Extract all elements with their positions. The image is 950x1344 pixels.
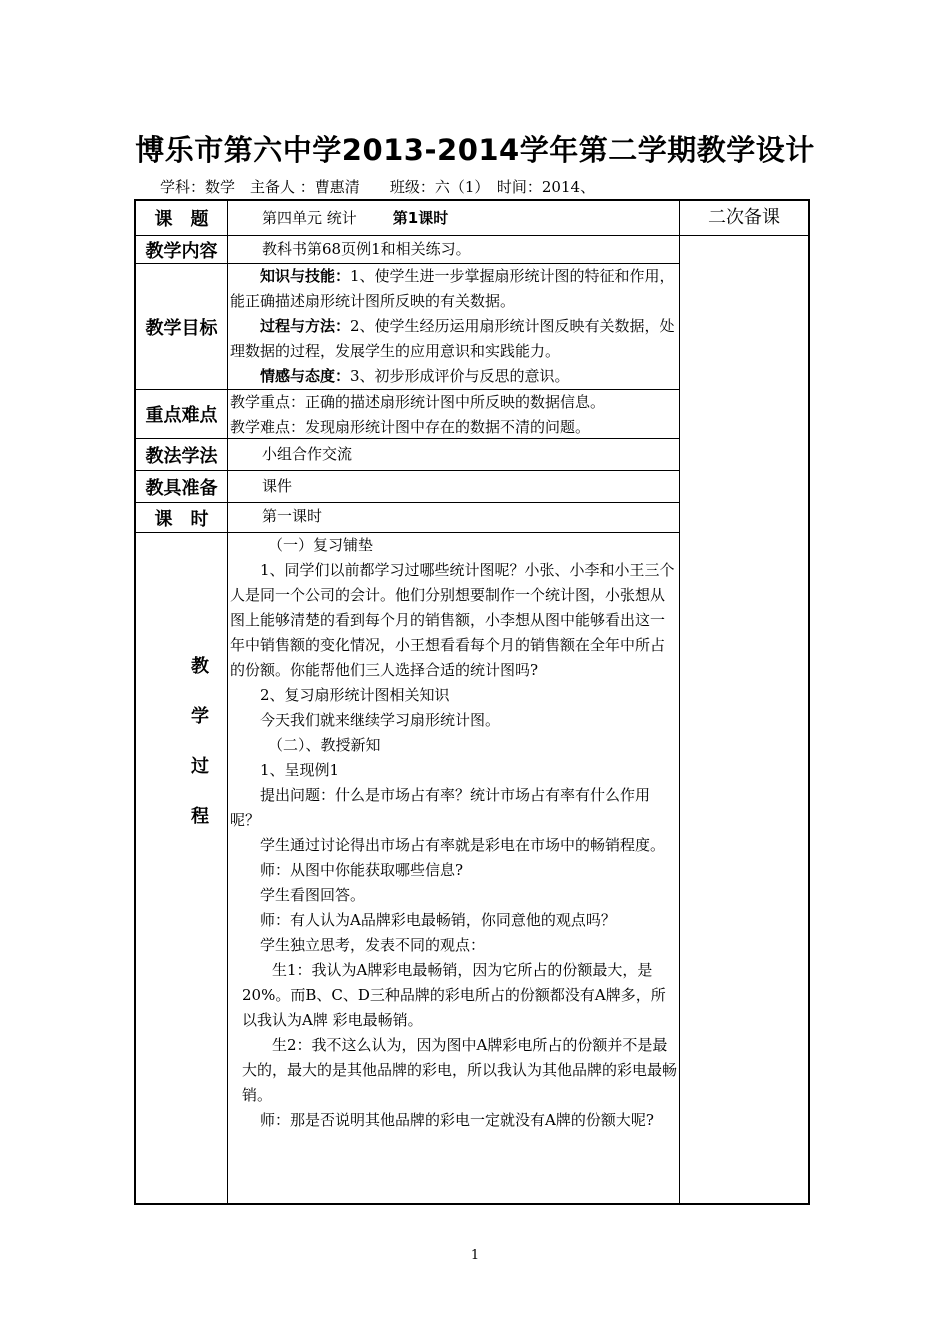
process-para: 提出问题：什么是市场占有率？统计市场占有率有什么作用呢？	[230, 786, 651, 829]
goal2-text: 2、使学生经历运用扇形统计图反映有关数据，处理数据的过程，发展学生的应用意识和实践能力。	[230, 317, 675, 360]
second-prep-header: 二次备课	[708, 207, 780, 228]
tools-label: 教具准备	[145, 477, 218, 499]
key-text	[230, 390, 678, 440]
key-point: 教学重点：正确的描述扇形统计图中所反映的数据信息。	[230, 393, 606, 411]
topic-lesson: 第1课时	[392, 209, 449, 227]
process-para: （二）、教授新知	[268, 736, 381, 754]
process-para: 生1：我认为A牌彩电最畅销，因为它所占的份额最大，是20%。而B、C、D三种品牌的彩电所占的份额都没有A牌多，所以我认为A牌 彩电最畅销。	[242, 961, 666, 1029]
process-para: 1、同学们以前都学习过哪些统计图呢？小张、小李和小王三个人是同一个公司的会计。他们分别想要制作一个统计图，小张想从图上能够清楚的看到每个月的销售额，小李想从图中能够看出这一年中销售额的变化情况，小王想看看每个月的销售额在全年中所占的份额。你能帮他们三人选择合适的统计图吗?	[230, 561, 675, 679]
process-para: 师：有人认为A品牌彩电最畅销，你同意他的观点吗？	[260, 911, 616, 929]
meta-line	[160, 176, 595, 197]
method-text: 小组合作交流	[262, 445, 353, 463]
goal3-text: 3、初步形成评价与反思的意识。	[350, 367, 570, 385]
process-para: 师：那是否说明其他品牌的彩电一定就没有A牌的份额大呢?	[260, 1111, 654, 1129]
topic-unit: 第四单元 统计	[262, 209, 357, 227]
method-label: 教法学法	[145, 445, 218, 467]
goal1-head: 知识与技能：	[260, 267, 351, 285]
goal3-head: 情感与态度：	[260, 367, 351, 385]
topic-label: 课 题	[154, 209, 209, 230]
process-label-3: 过	[191, 756, 209, 777]
process-label-4: 程	[191, 806, 209, 827]
process-para: 学生通过讨论得出市场占有率就是彩电在市场中的畅销程度。	[260, 836, 666, 854]
content-text: 教科书第68页例1和相关练习。	[262, 240, 471, 258]
goal2-head: 过程与方法：	[260, 317, 351, 335]
process-para: 1、呈现例1	[260, 761, 340, 779]
page-number: 1	[470, 1248, 480, 1263]
process-para: 师：从图中你能获取哪些信息?	[260, 861, 464, 879]
goals-text	[230, 264, 678, 389]
meta-time: 时间：2014、	[496, 178, 596, 196]
process-label-1: 教	[191, 656, 209, 677]
process-para: 2、复习扇形统计图相关知识	[260, 686, 450, 704]
key-label: 重点难点	[145, 405, 218, 426]
process-para: 生2：我不这么认为，因为图中A牌彩电所占的份额并不是最大的，最大的是其他品牌的彩电，所以我认为其他品牌的彩电最畅销。	[242, 1036, 678, 1104]
period-label: 课 时	[154, 508, 209, 530]
meta-subject: 学科：数学	[160, 178, 236, 196]
tools-text: 课件	[262, 477, 293, 495]
topic-cell	[262, 206, 662, 231]
process-para: 学生独立思考，发表不同的观点：	[260, 936, 486, 954]
meta-class: 班级：六（1）	[389, 178, 482, 196]
process-para: 学生看图回答。	[260, 886, 366, 904]
process-label-2: 学	[191, 706, 209, 727]
difficult-point: 教学难点：发现扇形统计图中存在的数据不清的问题。	[230, 418, 591, 436]
page-title: 博乐市第六中学2013-2014学年第二学期教学设计	[135, 133, 815, 167]
process-text	[230, 533, 678, 1133]
content-label: 教学内容	[145, 240, 218, 262]
meta-preparer: 主备人 ：曹惠清	[250, 178, 360, 196]
period-text: 第一课时	[262, 507, 323, 525]
goal1-text: 1、使学生进一步掌握扇形统计图的特征和作用，能正确描述扇形统计图所反映的有关数据。	[230, 267, 675, 310]
process-para: 今天我们就来继续学习扇形统计图。	[260, 711, 501, 729]
goals-label: 教学目标	[145, 317, 218, 339]
process-para: （一）复习铺垫	[268, 536, 374, 554]
